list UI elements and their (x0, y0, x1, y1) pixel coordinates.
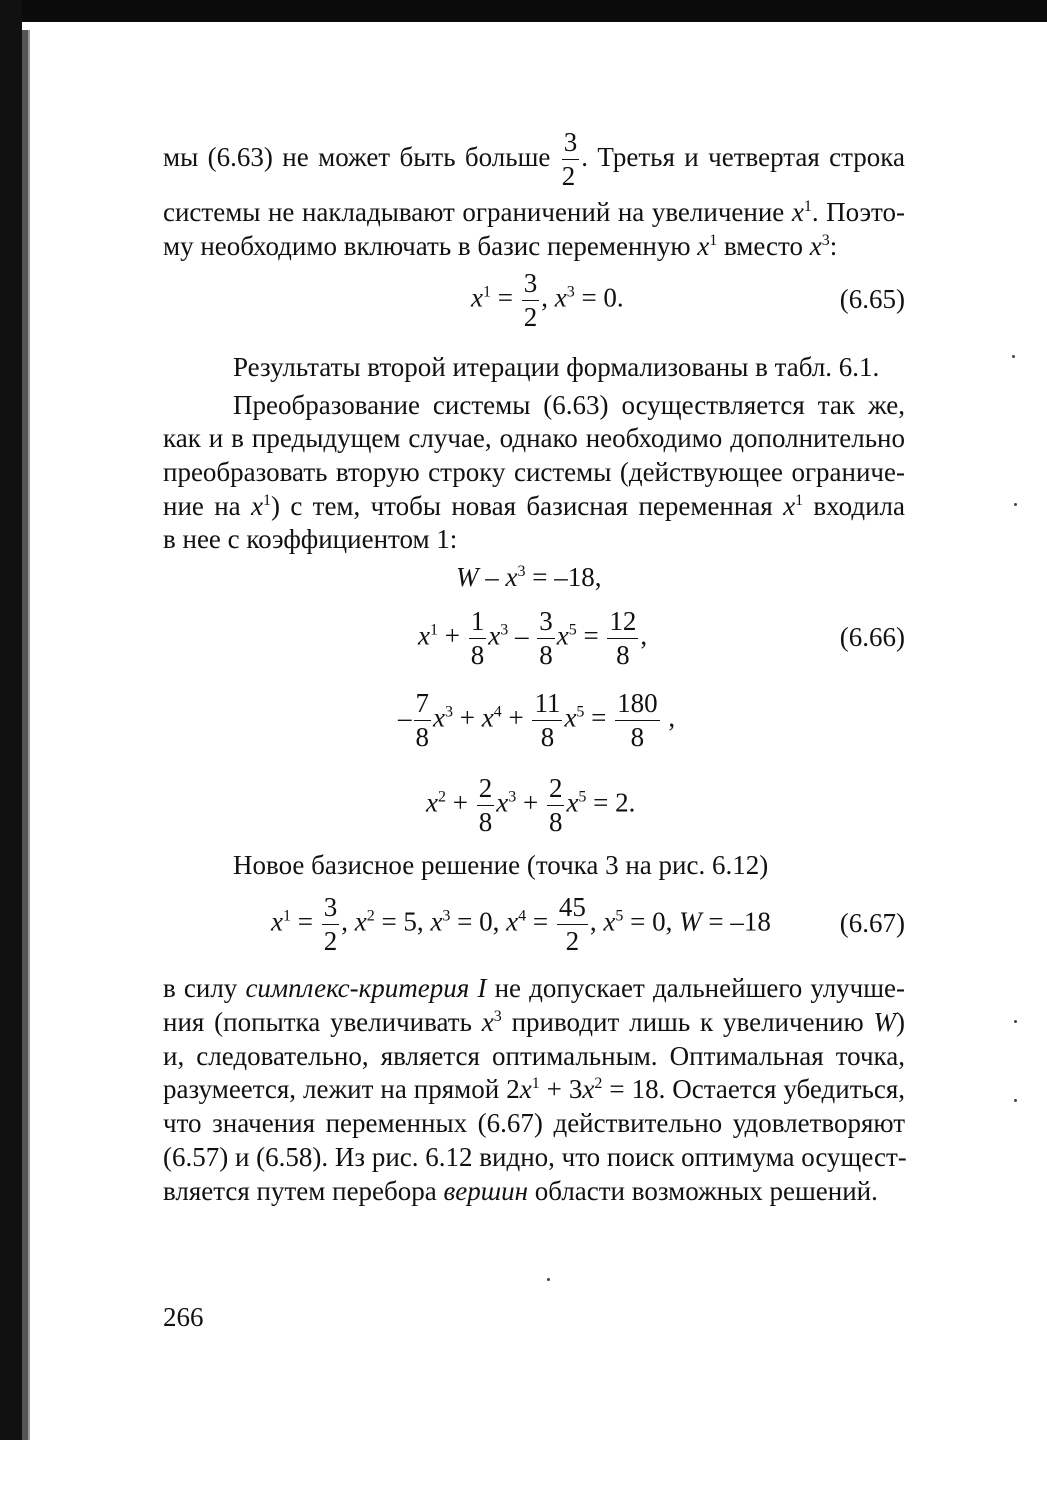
equation-6-67: $x^1$ = $\frac{3}{2}$ , $x^2 = 5$, $x^3 = 0$, $x^4$ = $\frac{45}{2}$ , $x^5 = 0$, W = –18 (6.67) (271, 892, 905, 956)
text-line: в силу симплекс-критерия I не допускает дальнейшего улучше- (163, 973, 906, 1003)
text-line: преобразовать вторую строку системы (действующее ограниче- (163, 457, 905, 487)
scan-speck (1012, 355, 1015, 358)
scan-speck (1014, 1099, 1017, 1102)
scan-left-border (0, 0, 22, 1440)
scan-speck (1014, 1020, 1017, 1023)
text-line: как и в предыдущем случае, однако необходимо дополнительно (163, 423, 905, 453)
text-line: что значения переменных (6.67) действительно удовлетворяют (163, 1108, 905, 1138)
equation-number: (6.67) (839, 908, 905, 938)
page-number: 266 (163, 1302, 204, 1332)
equation-6-65: $x^1$ = $\frac{3}{2}$ , $x^3 = 0$. (6.65) (471, 268, 905, 332)
scan-left-shadow-edge (28, 30, 30, 1440)
equation-number: (6.65) (839, 284, 905, 314)
scan-speck (547, 1278, 550, 1281)
text-line: Результаты второй итерации формализованы в табл. 6.1. (233, 352, 880, 382)
text-line: разумеется, лежит на прямой $2x^1 + 3x^2 = 18$. Остается убедиться, (163, 1074, 905, 1104)
text-line: му необходимо включать в базис переменную $x^1$ вместо $x^3$: (163, 231, 838, 261)
equation-6-66-row-2: $x^1$ + $\frac{1}{8}$ $x^3$ – $\frac{3}{8}$ $x^5$ = $\frac{12}{8}$ , (6.66) (418, 606, 905, 670)
equation-6-66-row-1: $W - x^3 = -18$, (456, 562, 602, 592)
fraction: $\frac{3}{2}$ (561, 127, 578, 192)
equation-6-66-row-4: $x^2$ + $\frac{2}{8}$ $x^3$ + $\frac{2}{8}$ $x^5 = 2$. (426, 773, 636, 837)
text-line: системы не накладывают ограничений на увеличение $x^1$. Поэто- (163, 197, 905, 227)
equation-6-66-row-3: – $\frac{7}{8}$ $x^3 + x^4$ + $\frac{11}{8}$ $x^5$ = $\frac{180}{8}$ , (398, 688, 676, 752)
text-line: в нее с коэффициентом 1: (163, 524, 458, 554)
text-line: вляется путем перебора вершин области возможных решений. (163, 1176, 878, 1206)
scan-top-border (0, 0, 1047, 22)
text-line: Новое базисное решение (точка 3 на рис. 6.12) (233, 850, 769, 880)
text-line: Преобразование системы (6.63) осуществляется так же, (233, 390, 905, 420)
text-line: мы (6.63) не может быть больше $\frac{3}{2}$ . Третья и четвертая строка (163, 127, 905, 192)
text-line: (6.57) и (6.58). Из рис. 6.12 видно, что поиск оптимума осущест- (163, 1142, 907, 1172)
scan-speck (1014, 503, 1017, 506)
text-line: и, следовательно, является оптимальным. Оптимальная точка, (163, 1041, 905, 1071)
text-line: ния (попытка увеличивать $x^3$ приводит лишь к увеличению W) (163, 1007, 905, 1037)
equation-number: (6.66) (839, 622, 905, 652)
text-line: ние на $x^1$) с тем, чтобы новая базисная переменная $x^1$ входила (163, 491, 905, 521)
